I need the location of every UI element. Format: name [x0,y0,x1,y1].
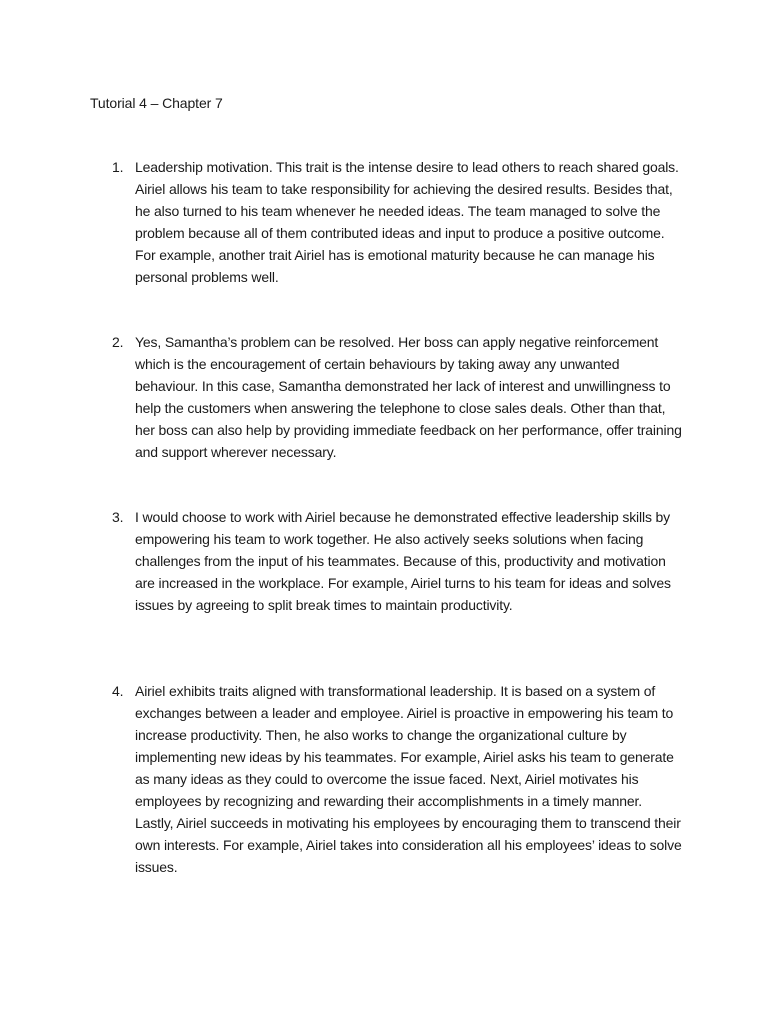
item-number: 4. [112,683,124,699]
item-text: Airiel exhibits traits aligned with transformational leadership. It is based on a system of exchanges between a leader and employee. Airiel is proactive in empowering his team to increase productivity. Then, he also works to change the organizational culture by implementing new ideas by his teammates. For example, Airiel asks his team to generate as many ideas as they could to overcome the issue faced. Next, Airiel motivates his employees by recognizing and rewarding their accomplishments in a timely manner. Lastly, Airiel succeeds in motivating his employees by encouraging them to transcend their own interests. For example, Airiel takes into consideration all his employees’ ideas to solve issues. [135,683,682,875]
item-number: 3. [112,509,124,525]
document-title: Tutorial 4 – Chapter 7 [90,95,223,111]
item-text: I would choose to work with Airiel because he demonstrated effective leadership skills by empowering his team to work together. He also actively seeks solutions when facing challenges from the input of his teammates. Because of this, productivity and motivation are increased in the workplace. For example, Airiel turns to his team for ideas and solves issues by agreeing to split break times to maintain productivity. [135,509,671,613]
item-text: Leadership motivation. This trait is the intense desire to lead others to reach shared goals. Airiel allows his team to take responsibility for achieving the desired results. Besides that, he also turned to his team whenever he needed ideas. The team managed to solve the problem because all of them contributed ideas and input to produce a positive outcome. For example, another trait Airiel has is emotional maturity because he can manage his personal problems well. [135,159,679,285]
item-number: 2. [112,334,124,350]
item-number: 1. [112,159,124,175]
item-text: Yes, Samantha’s problem can be resolved. Her boss can apply negative reinforcement which is the encouragement of certain behaviours by taking away any unwanted behaviour. In this case, Samantha demonstrated her lack of interest and unwillingness to help the customers when answering the telephone to close sales deals. Other than that, her boss can also help by providing immediate feedback on her performance, offer training and support wherever necessary. [135,334,682,460]
